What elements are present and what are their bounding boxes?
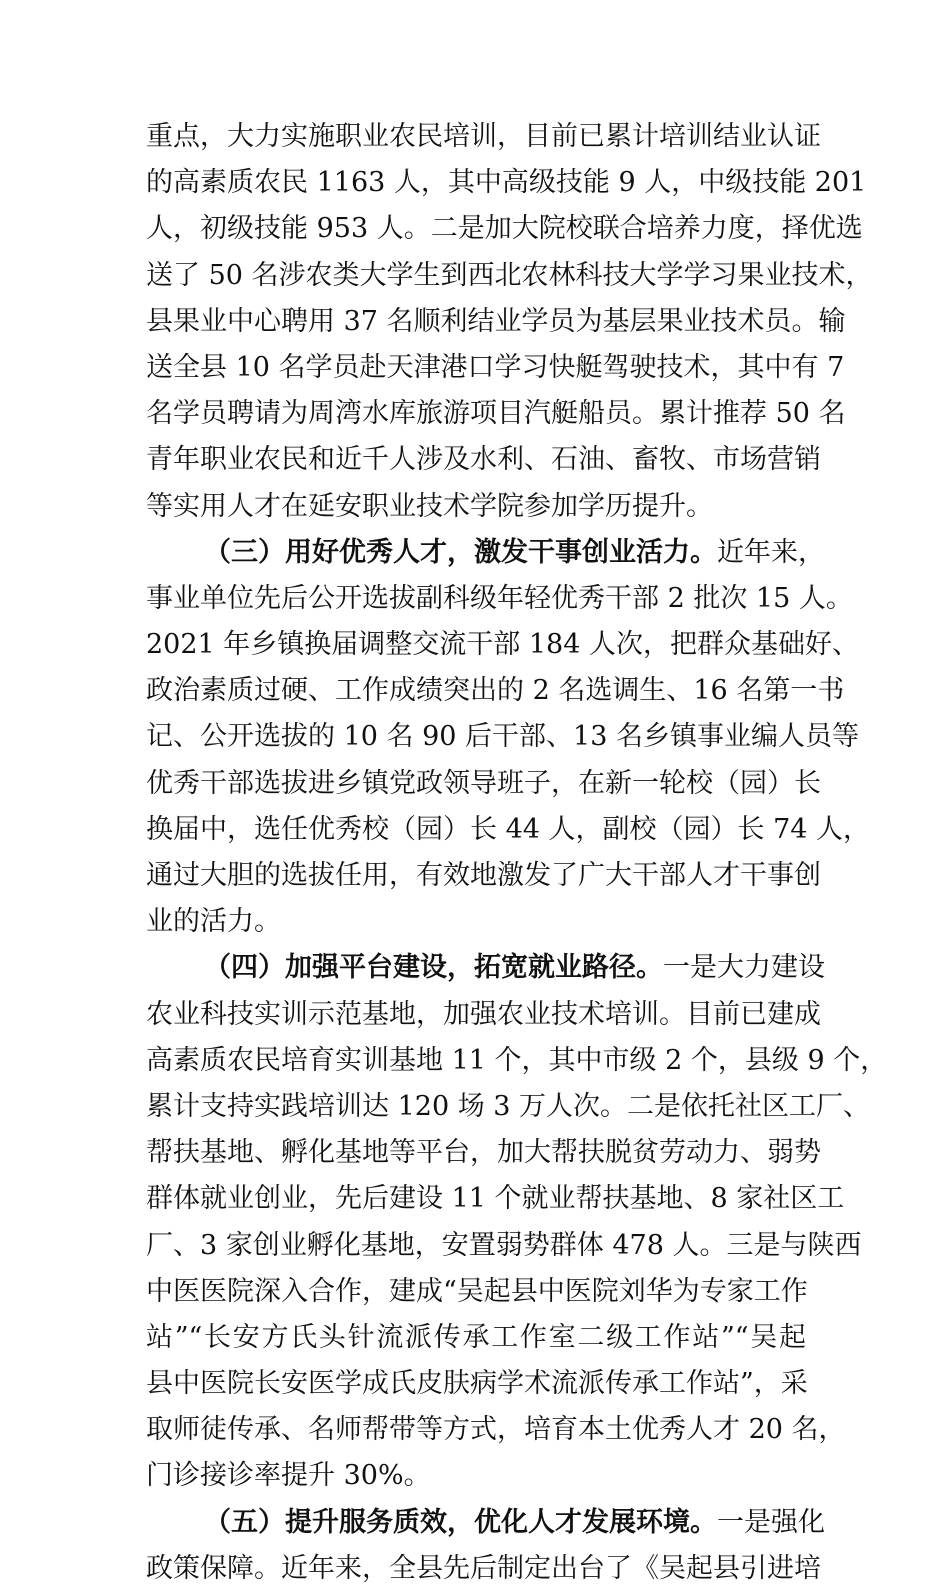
section-5-first-line	[146, 1500, 825, 1546]
section-3-paragraph	[146, 530, 871, 946]
text-line: 农业科技实训示范基地，加强农业技术培训。目前已建成	[146, 998, 821, 1030]
text-line: 高素质农民培育实训基地 11 个，其中市级 2 个，县级 9 个，	[146, 1044, 888, 1076]
text-line: 2021 年乡镇换届调整交流干部 184 人次，把群众基础好、	[146, 629, 859, 661]
text-line: 累计支持实践培训达 120 场 3 万人次。二是依托社区工厂、	[146, 1090, 871, 1122]
text-line: 县中医院长安医学成氏皮肤病学术流派传承工作站”，采	[146, 1368, 808, 1400]
section-4-first-line	[146, 945, 825, 991]
text-line: 重点，大力实施职业农民培训，目前已累计培训结业认证	[146, 121, 821, 152]
text-line: 事业单位先后公开选拔副科级年轻优秀干部 2 批次 15 人。	[146, 582, 853, 614]
section-4-first-line-text: 一是大力建设	[663, 952, 825, 984]
document-page	[146, 114, 888, 1592]
section-5-paragraph	[146, 1500, 825, 1592]
text-line: 人，初级技能 953 人。二是加大院校联合培养力度，择优选	[146, 213, 863, 245]
text-line: 县果业中心聘用 37 名顺利结业学员为基层果业技术员。输	[146, 305, 846, 337]
text-line: 取师徒传承、名师帮带等方式，培育本土优秀人才 20 名，	[146, 1414, 846, 1446]
text-line: 群体就业创业，先后建设 11 个就业帮扶基地、8 家社区工	[146, 1183, 845, 1215]
text-line: 记、公开选拔的 10 名 90 后干部、13 名乡镇事业编人员等	[146, 721, 859, 753]
text-line: 送了 50 名涉农类大学生到西北农林科技大学学习果业技术，	[146, 259, 873, 291]
section-5-first-line-text: 一是强化	[717, 1506, 825, 1538]
section-3-heading: （三）用好优秀人才，激发干事创业活力。	[204, 536, 717, 568]
text-line: 优秀干部选拔进乡镇党政领导班子，在新一轮校（园）长	[146, 767, 821, 799]
text-line: 帮扶基地、孵化基地等平台，加大帮扶脱贫劳动力、弱势	[146, 1137, 821, 1169]
section-4-paragraph	[146, 945, 888, 1499]
text-line: 等实用人才在延安职业技术学院参加学历提升。	[146, 490, 713, 522]
text-line: 站”“长安方氏头针流派传承工作室二级工作站”“吴起	[146, 1321, 806, 1353]
paragraph-intro	[146, 114, 873, 530]
section-3-first-line-text: 近年来，	[717, 536, 825, 568]
text-line: 换届中，选任优秀校（园）长 44 人，副校（园）长 74 人，	[146, 813, 871, 845]
text-line: 中医医院深入合作，建成“吴起县中医院刘华为专家工作	[146, 1275, 808, 1307]
text-line: 业的活力。	[146, 906, 281, 938]
section-3-first-line	[146, 530, 825, 576]
text-line: 厂、3 家创业孵化基地，安置弱势群体 478 人。三是与陕西	[146, 1229, 862, 1261]
text-line: 青年职业农民和近千人涉及水利、石油、畜牧、市场营销	[146, 444, 821, 476]
section-4-heading: （四）加强平台建设，拓宽就业路径。	[204, 952, 663, 984]
text-line: 的高素质农民 1163 人，其中高级技能 9 人，中级技能 201	[146, 167, 867, 199]
text-line: 送全县 10 名学员赴天津港口学习快艇驾驶技术，其中有 7	[146, 351, 845, 383]
text-line: 通过大胆的选拔任用，有效地激发了广大干部人才干事创	[146, 860, 821, 891]
text-line: 门诊接诊率提升 30%。	[146, 1460, 431, 1492]
section-5-heading: （五）提升服务质效，优化人才发展环境。	[204, 1506, 717, 1538]
text-line: 政策保障。近年来，全县先后制定出台了《吴起县引进培	[146, 1552, 821, 1584]
text-line: 政治素质过硬、工作成绩突出的 2 名选调生、16 名第一书	[146, 675, 845, 707]
text-line: 名学员聘请为周湾水库旅游项目汽艇船员。累计推荐 50 名	[146, 398, 846, 430]
